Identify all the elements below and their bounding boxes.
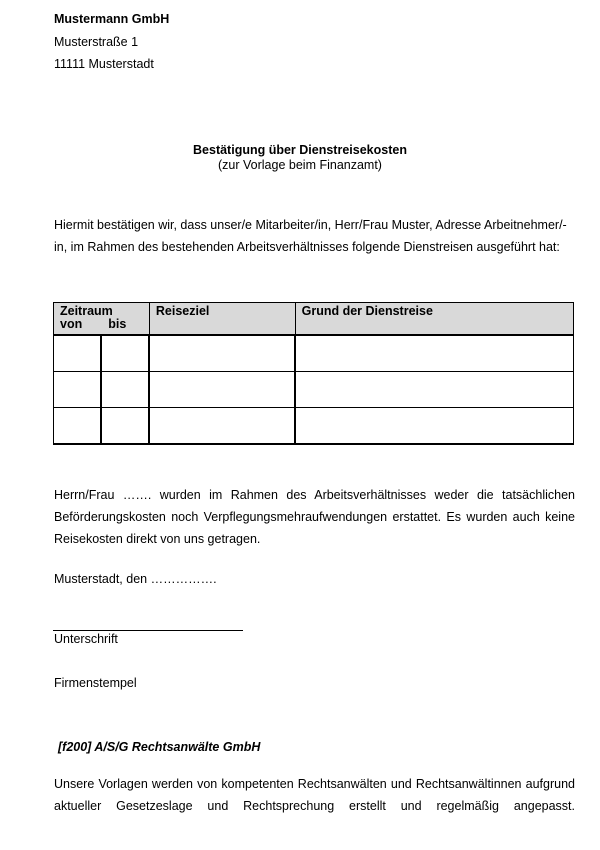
document-subtitle: (zur Vorlage beim Finanzamt) bbox=[218, 158, 382, 172]
table-row bbox=[54, 408, 574, 445]
header-zeitraum-label: Zeitraum bbox=[60, 304, 113, 318]
cell-von[interactable] bbox=[54, 335, 102, 372]
cell-grund[interactable] bbox=[295, 372, 573, 408]
header-bis-label: bis bbox=[108, 317, 127, 331]
cell-grund[interactable] bbox=[295, 335, 573, 372]
table-header-row bbox=[54, 303, 574, 336]
cell-bis[interactable] bbox=[101, 408, 149, 445]
sender-city: 11111 Musterstadt bbox=[54, 57, 154, 71]
cell-von[interactable] bbox=[54, 408, 102, 445]
intro-paragraph: Hiermit bestätigen wir, dass unser/e Mitarbeiter/in, Herr/Frau Muster, Adresse Arbeitnehmer/-in, im Rahmen des bestehenden Arbeitsverhältnisses folgende Dienstreisen ausgeführt hat: bbox=[54, 218, 567, 254]
signature-line bbox=[53, 630, 243, 631]
cell-grund[interactable] bbox=[295, 408, 573, 445]
footer-title: [f200] A/S/G Rechtsanwälte GmbH bbox=[58, 740, 261, 754]
header-grund: Grund der Dienstreise bbox=[295, 303, 573, 336]
cell-von[interactable] bbox=[54, 372, 102, 408]
signature-label: Unterschrift bbox=[54, 632, 118, 646]
confirmation-paragraph: Herrn/Frau ……. wurden im Rahmen des Arbeitsverhältnisses weder die tatsächlichen Beförderungskosten noch Verpflegungsmehraufwendungen erstattet. Es wurden auch keine Reisekosten direkt von uns getragen. bbox=[54, 488, 575, 546]
document-title: Bestätigung über Dienstreisekosten bbox=[193, 143, 407, 157]
document-heading bbox=[0, 143, 600, 173]
header-zeitraum bbox=[54, 303, 150, 336]
business-trips-table bbox=[53, 302, 574, 445]
sender-street: Musterstraße 1 bbox=[54, 35, 139, 49]
header-reiseziel: Reiseziel bbox=[149, 303, 295, 336]
cell-reiseziel[interactable] bbox=[149, 408, 295, 445]
cell-bis[interactable] bbox=[101, 335, 149, 372]
company-stamp-label: Firmenstempel bbox=[54, 676, 137, 690]
table-row bbox=[54, 372, 574, 408]
header-von-label: von bbox=[60, 317, 83, 331]
cell-bis[interactable] bbox=[101, 372, 149, 408]
footer-text: Unsere Vorlagen werden von kompetenten Rechtsanwälten und Rechtsanwältinnen aufgrund aktueller Gesetzeslage und Rechtsprechung erstellt und regelmäßig angepasst. bbox=[54, 777, 575, 813]
sender-company: Mustermann GmbH bbox=[54, 12, 170, 26]
cell-reiseziel[interactable] bbox=[149, 372, 295, 408]
table-row bbox=[54, 335, 574, 372]
cell-reiseziel[interactable] bbox=[149, 335, 295, 372]
place-date: Musterstadt, den ……………. bbox=[54, 572, 217, 586]
